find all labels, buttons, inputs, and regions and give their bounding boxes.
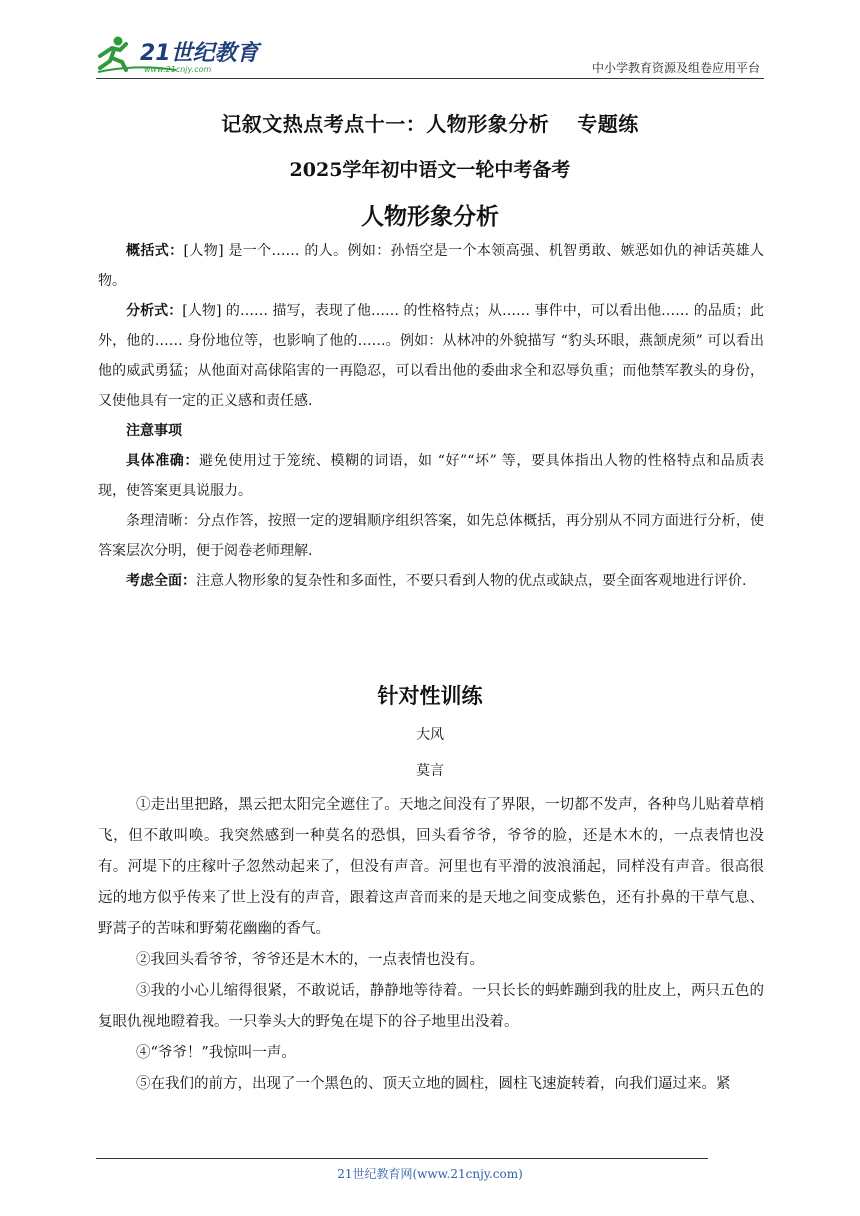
story-title: 大风: [416, 727, 444, 743]
method-label: 概括式：: [126, 243, 184, 259]
footer-divider: [96, 1158, 708, 1159]
method-text: [人物] 的…… 描写，表现了他…… 的性格特点；从…… 事件中，可以看出他…… 的品质；此外，他的…… 身份地位等，也影响了他的……。例如：从林冲的外貌描写 “豹头环眼，燕颔虎须” 可以看出他的威武勇猛；从他面对高俅陷害的一再隐忍，可以看出他的委曲求全和忍辱负重；而他禁军教头的身份，又使他具有一定的正义感和责任感.: [98, 303, 764, 409]
method-text: [人物] 是一个…… 的人。例如：孙悟空是一个本领高强、机智勇敢、嫉恶如仇的神话英雄人物。: [98, 243, 765, 289]
methods-section: [98, 236, 764, 596]
story-paragraph: ④“爷爷！”我惊叫一声。: [136, 1045, 296, 1061]
logo-text: 21世纪教育: [140, 41, 259, 66]
story-paragraph: ②我回头看爷爷，爷爷还是木木的，一点表情也没有。: [136, 952, 484, 968]
story-author: 莫言: [416, 763, 444, 779]
note-label: 具体准确：: [126, 453, 200, 469]
note-label: 考虑全面：: [126, 573, 196, 589]
note-item: [98, 506, 764, 566]
page-header: [96, 30, 764, 79]
training-heading: 针对性训练: [377, 683, 483, 708]
topic-heading: 人物形象分析: [361, 203, 499, 230]
notes-heading: 注意事项: [126, 423, 182, 439]
method-analysis: [98, 296, 764, 416]
note-text: 注意人物形象的复杂性和多面性，不要只看到人物的优点或缺点，要全面客观地进行评价.: [196, 573, 747, 589]
method-label: 分析式：: [126, 303, 183, 319]
method-summary: [98, 236, 764, 296]
logo-url: www.21cnjy.com: [144, 65, 212, 74]
note-item: [98, 566, 764, 596]
story-paragraph: ⑤在我们的前方，出现了一个黑色的、顶天立地的圆柱，圆柱飞速旋转着，向我们逼过来。紧: [136, 1076, 731, 1092]
footer-link[interactable]: 21世纪教育网(www.21cnjy.com): [337, 1167, 523, 1181]
page-title: [0, 108, 860, 137]
story-text: [98, 790, 764, 1100]
note-text: 条理清晰：分点作答，按照一定的逻辑顺序组织答案，如先总体概括，再分别从不同方面进行分析，使答案层次分明，便于阅卷老师理解.: [98, 513, 764, 559]
page-title-suffix: 专题练: [577, 112, 639, 136]
story-paragraph: ①走出里把路，黑云把太阳完全遮住了。天地之间没有了界限，一切都不发声，各种鸟儿贴着草梢飞，但不敢叫唤。我突然感到一种莫名的恐惧，回头看爷爷，爷爷的脸，还是木木的，一点表情也没有。河堤下的庄稼叶子忽然动起来了，但没有声音。河里也有平滑的波浪涌起，同样没有声音。很高很远的地方似乎传来了世上没有的声音，跟着这声音而来的是天地之间变成紫色，还有扑鼻的干草气息、野蒿子的苦味和野菊花幽幽的香气。: [98, 797, 764, 937]
site-logo: [96, 34, 266, 74]
note-text: 避免使用过于笼统、模糊的词语，如 “好”“坏” 等，要具体指出人物的性格特点和品质表现，使答案更具说服力。: [98, 453, 765, 499]
note-item: [98, 446, 764, 506]
subtitle: 2025学年初中语文一轮中考备考: [289, 159, 571, 181]
runner-logo-icon: [96, 34, 266, 74]
platform-tagline: 中小学教育资源及组卷应用平台: [591, 61, 760, 75]
story-paragraph: ③我的小心儿缩得很紧，不敢说话，静静地等待着。一只长长的蚂蚱蹦到我的肚皮上，两只五色的复眼仇视地瞪着我。一只拳头大的野兔在堤下的谷子地里出没着。: [98, 983, 764, 1030]
page-title-main: 记叙文热点考点十一：人物形象分析: [221, 112, 550, 136]
